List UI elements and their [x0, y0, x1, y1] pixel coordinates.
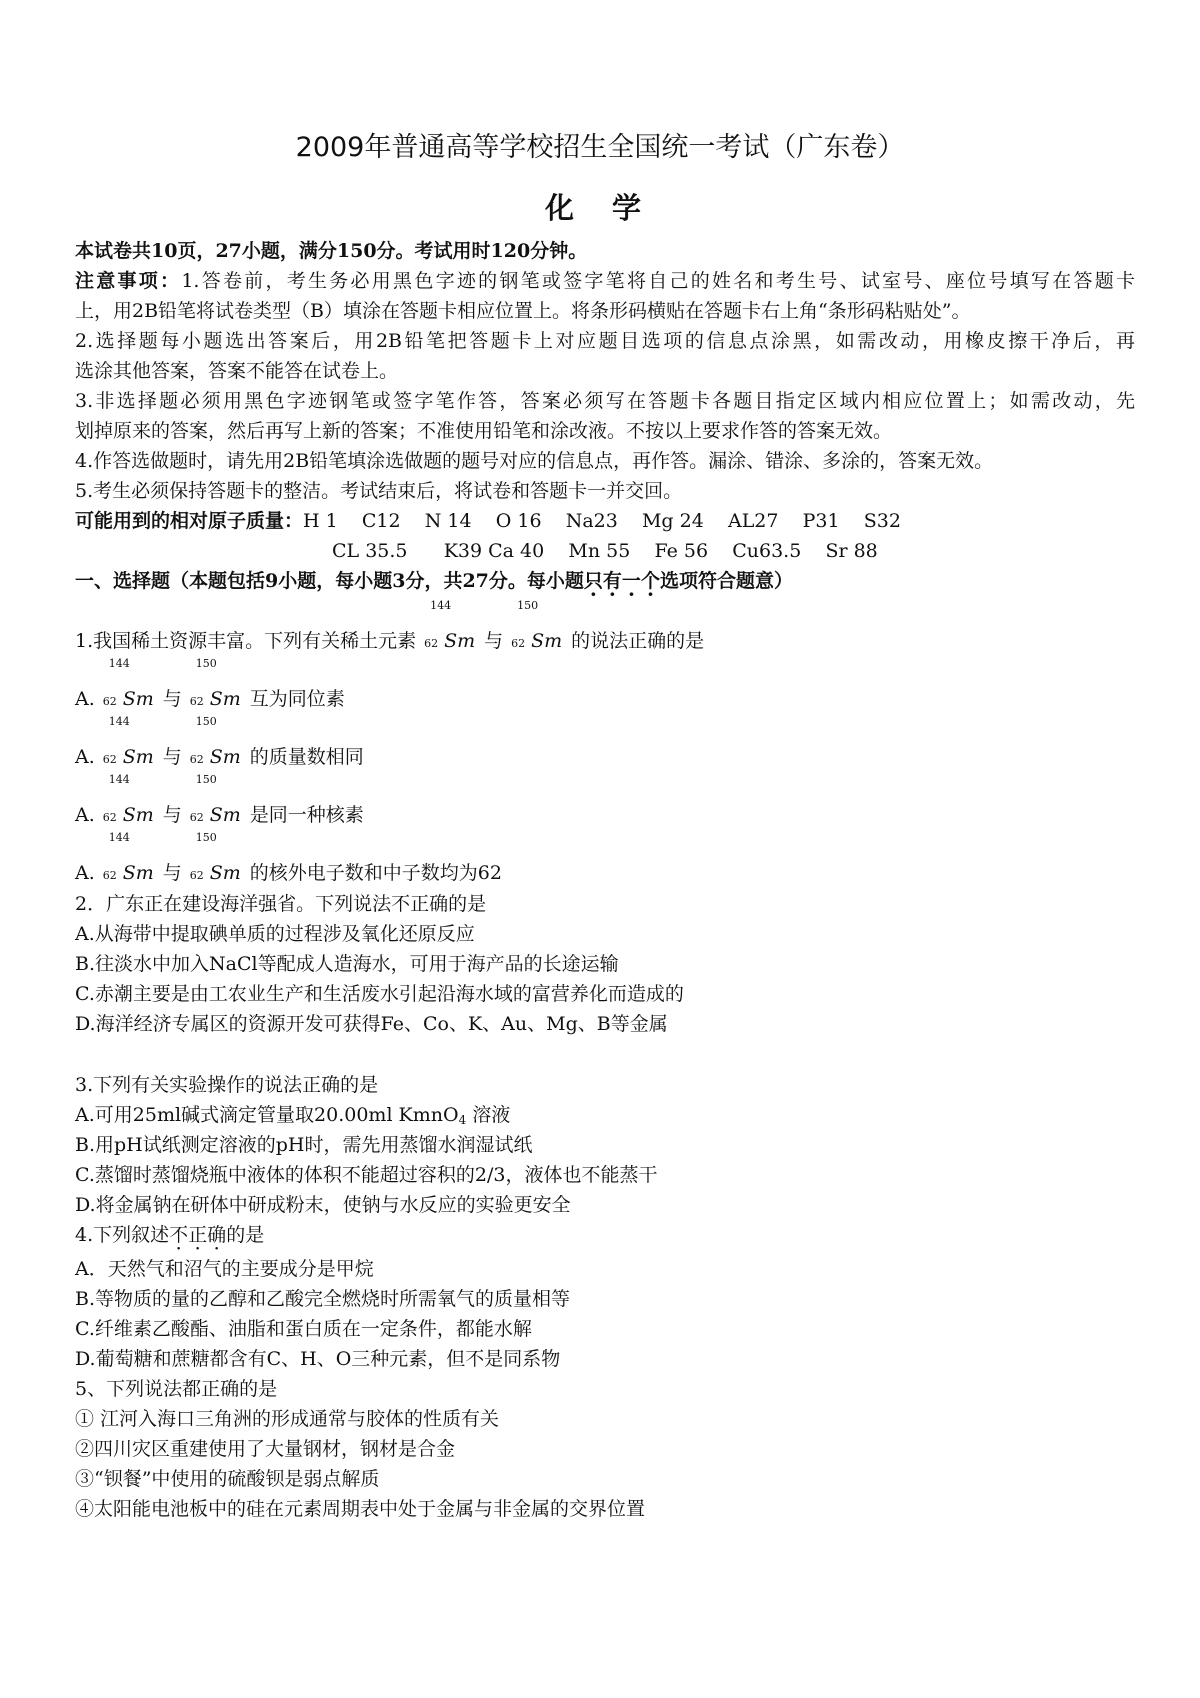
notice-5: 5.考生必须保持答题卡的整洁。考试结束后，将试卷和答题卡一并交回。 [75, 480, 683, 502]
question-1-option: A. 144 62 Sm 与 150 62 Sm 的核外电子数和中子数均为62 [75, 831, 502, 884]
notice-2-line-1: 2.选择题每小题选出答案后，用2B铅笔把答题卡上对应题目选项的信息点涂黑，如需改动，用橡皮擦干净后，再 [75, 330, 1135, 352]
question-4-option: C.纤维素乙酸酯、油脂和蛋白质在一定条件，都能水解 [75, 1318, 532, 1340]
question-1-option: A. 144 62 Sm 与 150 62 Sm 是同一种核素 [75, 773, 364, 826]
question-4-option: B.等物质的量的乙醇和乙酸完全燃烧时所需氧气的质量相等 [75, 1288, 571, 1310]
question-5-stem: 5、下列说法都正确的是 [75, 1378, 278, 1400]
question-2-option: C.赤潮主要是由工农业生产和生活废水引起沿海水域的富营养化而造成的 [75, 983, 684, 1005]
question-1-option: A. 144 62 Sm 与 150 62 Sm 互为同位素 [75, 657, 345, 710]
atomic-mass-line-1: 可能用到的相对原子质量：H 1 C12 N 14 O 16 Na23 Mg 24 AL27 P31 S32 [75, 510, 901, 532]
question-4-stem: 4.下列叙述不正确的是 [75, 1224, 265, 1246]
question-2-option: A.从海带中提取碘单质的过程涉及氧化还原反应 [75, 923, 475, 945]
atomic-mass-line-2: CL 35.5 K39 Ca 40 Mn 55 Fe 56 Cu63.5 Sr 88 [332, 540, 878, 562]
section-1-heading: 一、选择题（本题包括9小题，每小题3分，共27分。每小题只有一个选项符合题意） [75, 570, 793, 592]
question-5-item: ③“钡餐”中使用的硫酸钡是弱点解质 [75, 1468, 380, 1490]
notice-label: 注意事项： [75, 270, 182, 292]
atomic-mass-label: 可能用到的相对原子质量： [75, 510, 304, 532]
question-5-item: ②四川灾区重建使用了大量钢材，钢材是合金 [75, 1438, 456, 1460]
notice-1-line-1: 注意事项：1.答卷前，考生务必用黑色字迹的钢笔或签字笔将自己的姓名和考生号、试室号、座位号填写在答题卡 [75, 270, 1135, 292]
notice-2-line-2: 选涂其他答案，答案不能答在试卷上。 [75, 360, 399, 382]
notice-1-line-2: 上，用2B铅笔将试卷类型（B）填涂在答题卡相应位置上。将条形码横贴在答题卡右上角“条形码粘贴处”。 [75, 300, 971, 322]
question-3-stem: 3.下列有关实验操作的说法正确的是 [75, 1074, 379, 1096]
question-5-item: ① 江河入海口三角洲的形成通常与胶体的性质有关 [75, 1408, 500, 1430]
question-2-option: D.海洋经济专属区的资源开发可获得Fe、Co、K、Au、Mg、B等金属 [75, 1013, 668, 1035]
subject-title: 化 学 [544, 191, 656, 225]
question-1-option: A. 144 62 Sm 与 150 62 Sm 的质量数相同 [75, 715, 364, 768]
question-3-option: D.将金属钠在研体中研成粉末，使钠与水反应的实验更安全 [75, 1194, 571, 1216]
question-1-stem: 1.我国稀土资源丰富。下列有关稀土元素 144 62 Sm 与 150 62 Sm 的说法正确的是 [75, 626, 1135, 656]
question-4-option: A．天然气和沼气的主要成分是甲烷 [75, 1258, 374, 1280]
question-3-option: B.用pH试纸测定溶液的pH时，需先用蒸馏水润湿试纸 [75, 1134, 533, 1156]
notice-3-line-1: 3.非选择题必须用黑色字迹钢笔或签字笔作答，答案必须写在答题卡各题目指定区域内相应位置上；如需改动，先 [75, 390, 1135, 412]
notice-3-line-2: 划掉原来的答案，然后再写上新的答案；不准使用铅笔和涂改液。不按以上要求作答的答案无效。 [75, 420, 893, 442]
question-4-option: D.葡萄糖和蔗糖都含有C、H、O三种元素，但不是同系物 [75, 1348, 561, 1370]
question-3-option: C.蒸馏时蒸馏烧瓶中液体的体积不能超过容积的2/3，液体也不能蒸干 [75, 1164, 658, 1186]
notice-4: 4.作答选做题时，请先用2B铅笔填涂选做题的题号对应的信息点，再作答。漏涂、错涂、多涂的，答案无效。 [75, 450, 994, 472]
question-2-stem: 2．广东正在建设海洋强省。下列说法不正确的是 [75, 893, 487, 915]
exam-title: 2009年普通高等学校招生全国统一考试（广东卷） [295, 132, 905, 163]
question-5-item: ④太阳能电池板中的硅在元素周期表中处于金属与非金属的交界位置 [75, 1498, 646, 1520]
exam-summary: 本试卷共10页，27小题，满分150分。考试用时120分钟。 [75, 240, 588, 262]
nuclide-sm-144: 144 62 Sm [424, 599, 476, 652]
question-2-option: B.往淡水中加入NaCl等配成人造海水，可用于海产品的长途运输 [75, 953, 619, 975]
nuclide-sm-150: 150 62 Sm [511, 599, 563, 652]
question-3-option: A.可用25ml碱式滴定管量取20.00ml KmnO$_4$ 溶液 [75, 1104, 511, 1127]
